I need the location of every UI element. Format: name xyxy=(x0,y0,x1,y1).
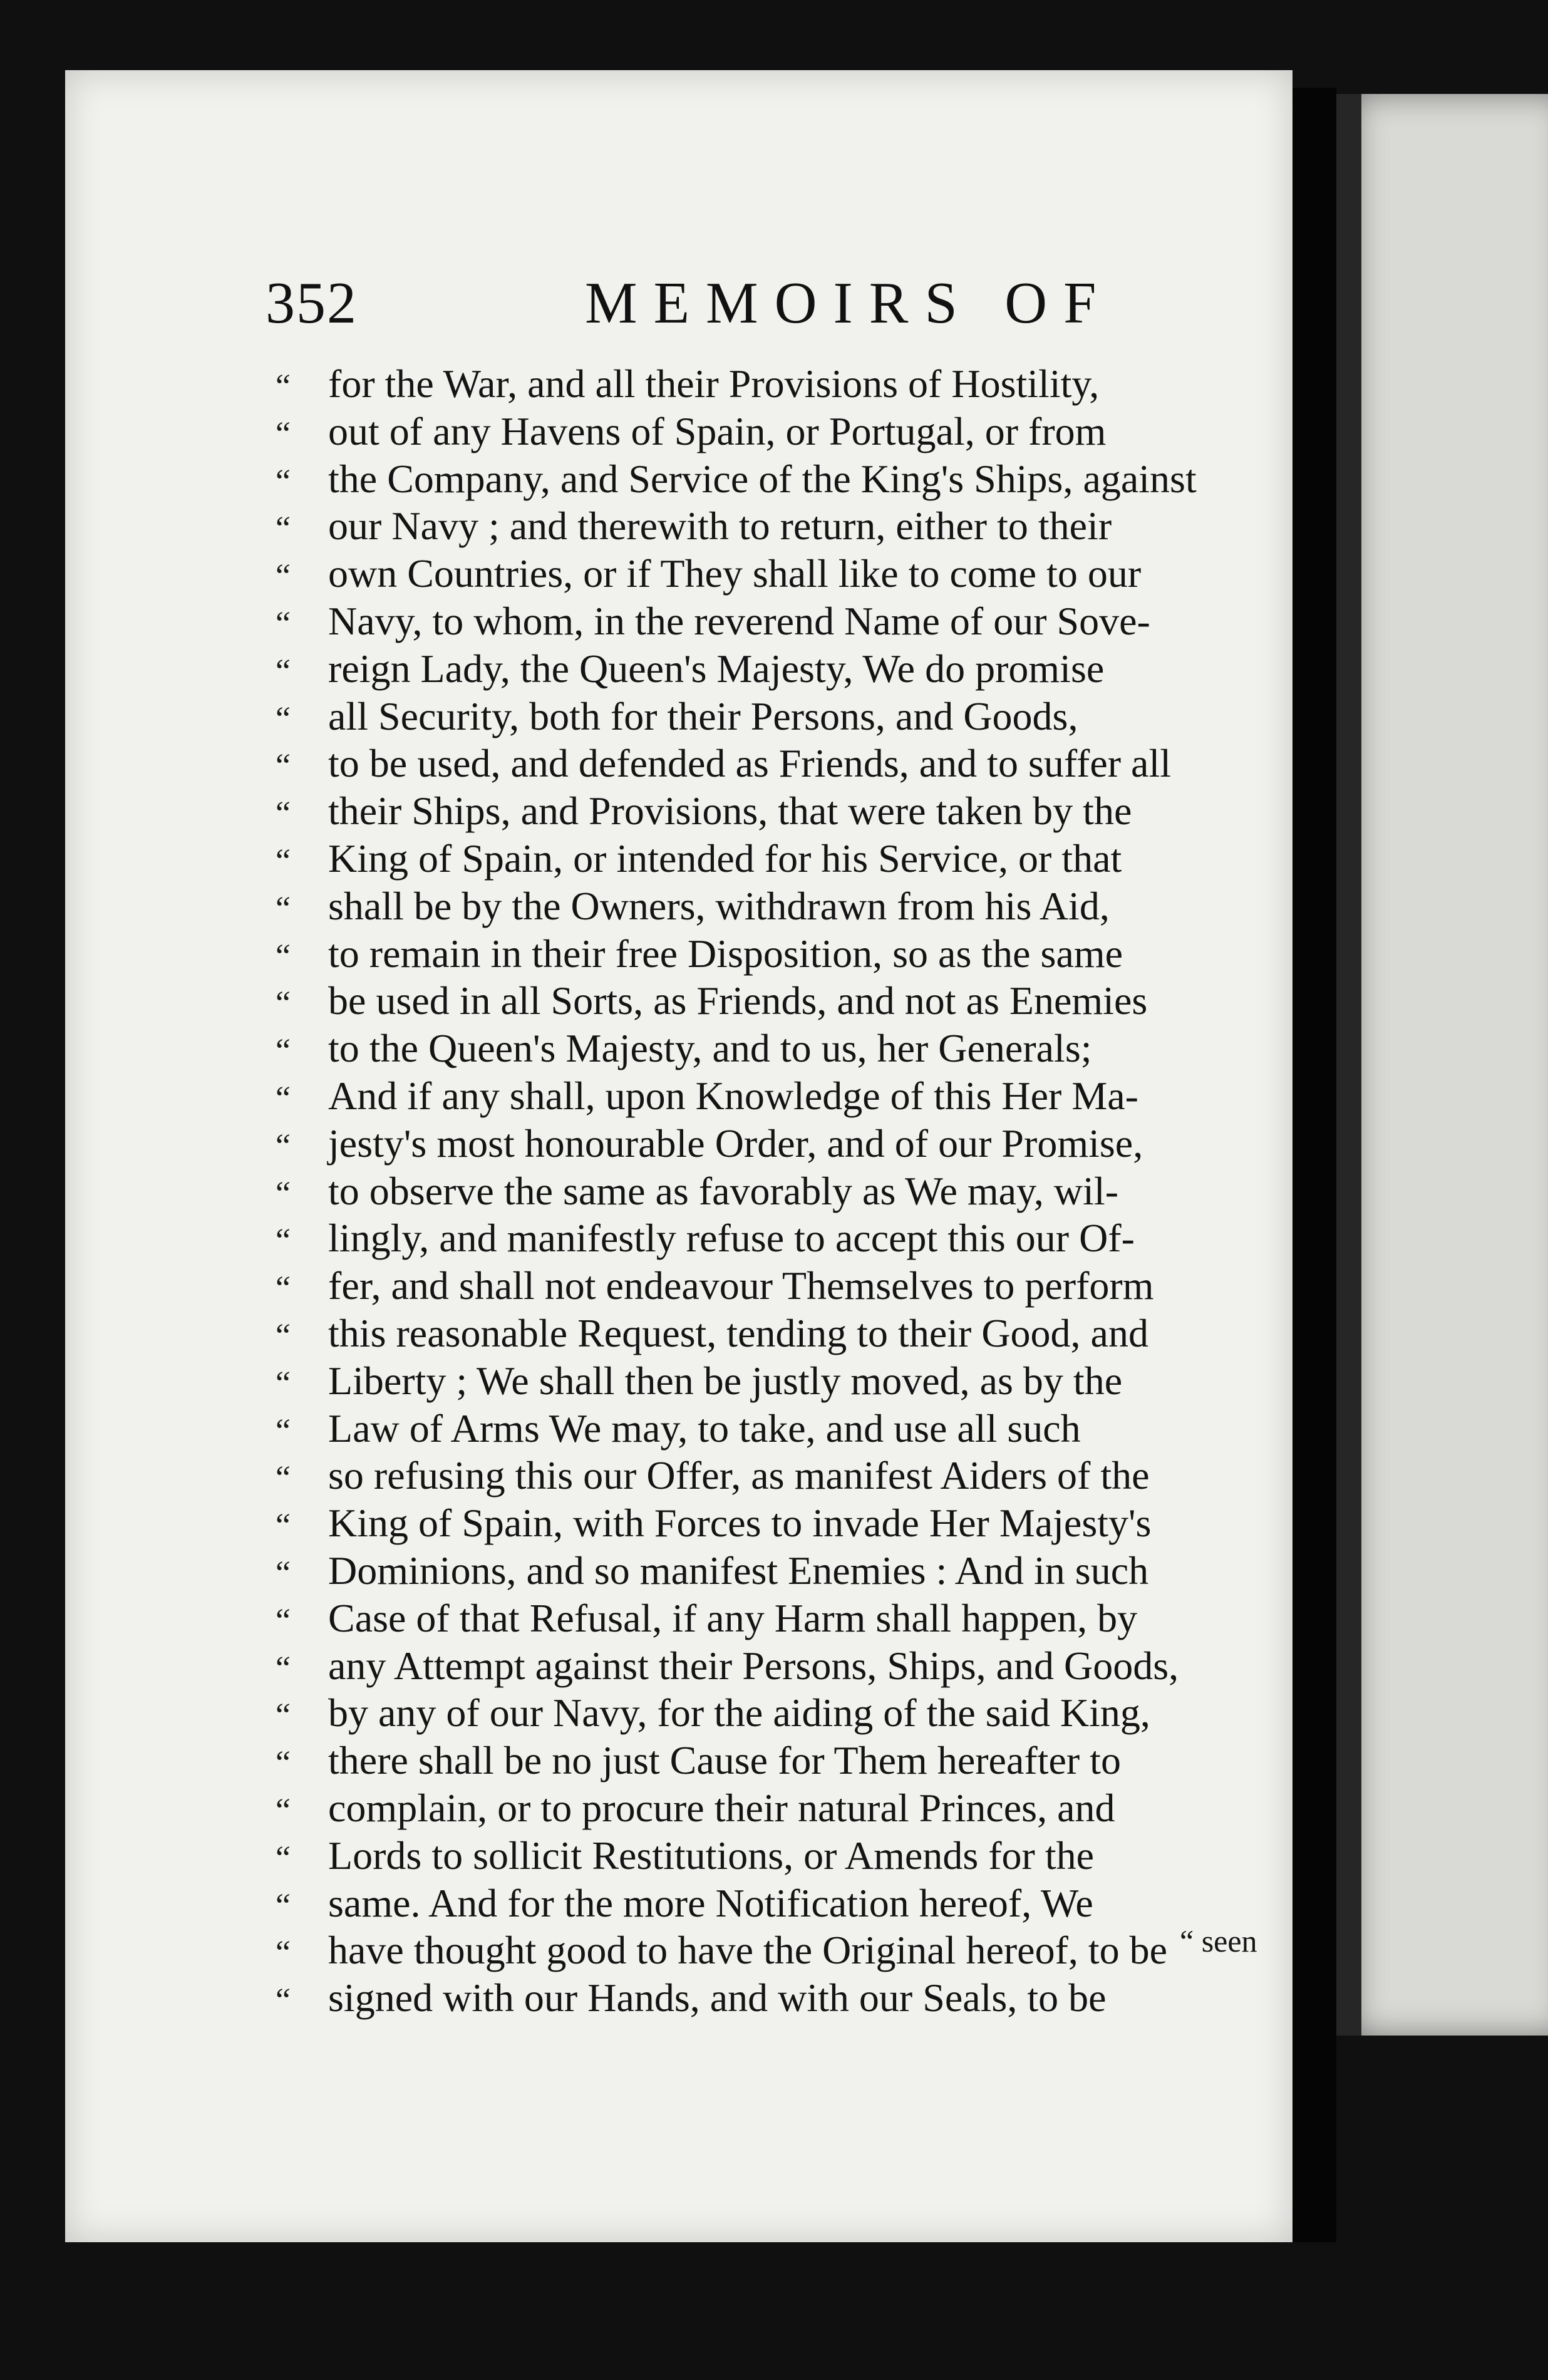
text-line xyxy=(276,1214,1252,1262)
line-text: King of Spain, or intended for his Service, or that xyxy=(328,836,1122,881)
line-text: And if any shall, upon Knowledge of this Her Ma- xyxy=(328,1073,1138,1118)
opening-quote-mark: “ xyxy=(276,509,291,547)
line-text: to observe the same as favorably as We may, wil- xyxy=(328,1168,1118,1213)
line-text: by any of our Navy, for the aiding of the said King, xyxy=(328,1690,1150,1736)
text-line xyxy=(276,740,1252,787)
line-text: their Ships, and Provisions, that were taken by the xyxy=(328,789,1132,834)
opening-quote-mark: “ xyxy=(276,1933,291,1972)
opening-quote-mark: “ xyxy=(276,1032,291,1070)
facing-page-edge xyxy=(1336,94,1548,2036)
facing-page-gutter-shadow xyxy=(1336,94,1361,2036)
text-line xyxy=(276,1880,1252,1927)
opening-quote-mark: “ xyxy=(276,1553,291,1591)
catchword: “ seen xyxy=(1180,1923,1257,1958)
line-text: there shall be no just Cause for Them hereafter to xyxy=(328,1738,1121,1783)
opening-quote-mark: “ xyxy=(276,1791,291,1829)
opening-quote-mark: “ xyxy=(276,604,291,642)
line-text: Lords to sollicit Restitutions, or Amends for the xyxy=(328,1833,1095,1878)
line-text: own Countries, or if They shall like to come to our xyxy=(328,551,1142,596)
line-text: fer, and shall not endeavour Themselves to perform xyxy=(328,1263,1154,1308)
line-text: to the Queen's Majesty, and to us, her Generals; xyxy=(328,1026,1092,1071)
line-text: King of Spain, with Forces to invade Her Majesty's xyxy=(328,1501,1152,1546)
text-line xyxy=(276,1310,1252,1357)
line-text: jesty's most honourable Order, and of our Promise, xyxy=(328,1120,1143,1166)
line-text: reign Lady, the Queen's Majesty, We do promise xyxy=(328,646,1105,691)
line-text: all Security, both for their Persons, and Goods, xyxy=(328,693,1078,738)
line-text: Navy, to whom, in the reverend Name of our Sove- xyxy=(328,598,1150,643)
body-text xyxy=(276,360,1252,2022)
text-line xyxy=(276,835,1252,882)
line-text: complain, or to procure their natural Princes, and xyxy=(328,1785,1115,1830)
opening-quote-mark: “ xyxy=(276,794,291,832)
text-line xyxy=(276,1689,1252,1737)
line-text: signed with our Hands, and with our Seals, to be xyxy=(328,1975,1107,2020)
text-line xyxy=(276,787,1252,835)
text-line xyxy=(276,1405,1252,1452)
text-line xyxy=(276,1927,1252,1974)
text-line xyxy=(276,977,1252,1025)
opening-quote-mark: “ xyxy=(276,1316,291,1354)
text-line xyxy=(276,693,1252,740)
line-text: for the War, and all their Provisions of Hostility, xyxy=(328,361,1100,406)
text-line xyxy=(276,1595,1252,1642)
opening-quote-mark: “ xyxy=(276,984,291,1022)
line-text: Law of Arms We may, to take, and use all such xyxy=(328,1405,1081,1451)
opening-quote-mark: “ xyxy=(276,1886,291,1924)
line-text: the Company, and Service of the King's Ships, against xyxy=(328,456,1197,501)
text-line xyxy=(276,1642,1252,1690)
line-text: this reasonable Request, tending to their Good, and xyxy=(328,1310,1148,1355)
opening-quote-mark: “ xyxy=(276,1174,291,1212)
text-line xyxy=(276,1072,1252,1120)
line-text: Dominions, and so manifest Enemies : And in such xyxy=(328,1548,1149,1593)
opening-quote-mark: “ xyxy=(276,699,291,737)
opening-quote-mark: “ xyxy=(276,747,291,785)
opening-quote-mark: “ xyxy=(276,889,291,927)
opening-quote-mark: “ xyxy=(276,1079,291,1117)
opening-quote-mark: “ xyxy=(276,1838,291,1876)
line-text: to be used, and defended as Friends, and to suffer all xyxy=(328,741,1171,786)
text-line xyxy=(276,360,1252,408)
text-line xyxy=(276,1832,1252,1880)
running-head: MEMOIRS OF xyxy=(585,271,1113,336)
page-header xyxy=(266,269,1113,351)
opening-quote-mark: “ xyxy=(276,462,291,500)
text-line xyxy=(276,930,1252,978)
text-line xyxy=(276,1357,1252,1405)
page-number: 352 xyxy=(266,271,358,336)
line-text: our Navy ; and therewith to return, either to their xyxy=(328,504,1112,549)
opening-quote-mark: “ xyxy=(276,1601,291,1639)
opening-quote-mark: “ xyxy=(276,1744,291,1782)
text-line xyxy=(276,408,1252,455)
text-line xyxy=(276,1452,1252,1499)
opening-quote-mark: “ xyxy=(276,1459,291,1497)
text-line xyxy=(276,1784,1252,1832)
opening-quote-mark: “ xyxy=(276,936,291,975)
text-line xyxy=(276,598,1252,645)
opening-quote-mark: “ xyxy=(276,1269,291,1307)
line-text: any Attempt against their Persons, Ships, and Goods, xyxy=(328,1643,1179,1688)
text-line xyxy=(276,1262,1252,1310)
text-line xyxy=(276,550,1252,598)
opening-quote-mark: “ xyxy=(276,414,291,452)
text-line xyxy=(276,1120,1252,1167)
text-line xyxy=(276,1167,1252,1215)
opening-quote-mark: “ xyxy=(276,367,291,405)
text-line xyxy=(276,1499,1252,1547)
line-text: same. And for the more Notification hereof, We xyxy=(328,1880,1093,1925)
line-text: shall be by the Owners, withdrawn from his Aid, xyxy=(328,883,1110,928)
opening-quote-mark: “ xyxy=(276,1363,291,1402)
opening-quote-mark: “ xyxy=(276,1696,291,1734)
text-line xyxy=(276,502,1252,550)
opening-quote-mark: “ xyxy=(276,557,291,595)
line-text: be used in all Sorts, as Friends, and not as Enemies xyxy=(328,978,1148,1023)
opening-quote-mark: “ xyxy=(276,841,291,879)
page-edge-shadow xyxy=(1293,88,1336,2242)
line-text: Liberty ; We shall then be justly moved, as by the xyxy=(328,1358,1123,1403)
text-line xyxy=(276,455,1252,503)
text-line xyxy=(276,645,1252,693)
opening-quote-mark: “ xyxy=(276,651,291,690)
text-line xyxy=(276,1547,1252,1595)
opening-quote-mark: “ xyxy=(276,1126,291,1164)
opening-quote-mark: “ xyxy=(276,1506,291,1544)
text-line xyxy=(276,1025,1252,1072)
line-text: to remain in their free Disposition, so as the same xyxy=(328,931,1123,976)
opening-quote-mark: “ xyxy=(276,1648,291,1687)
opening-quote-mark: “ xyxy=(276,1221,291,1260)
line-text: have thought good to have the Original hereof, to be xyxy=(328,1928,1168,1973)
text-line xyxy=(276,1974,1252,2022)
text-line xyxy=(276,1737,1252,1784)
opening-quote-mark: “ xyxy=(276,1981,291,2019)
text-line xyxy=(276,882,1252,930)
line-text: out of any Havens of Spain, or Portugal, or from xyxy=(328,408,1107,453)
line-text: so refusing this our Offer, as manifest Aiders of the xyxy=(328,1453,1150,1498)
line-text: lingly, and manifestly refuse to accept this our Of- xyxy=(328,1216,1135,1261)
line-text: Case of that Refusal, if any Harm shall happen, by xyxy=(328,1595,1138,1640)
opening-quote-mark: “ xyxy=(276,1411,291,1449)
